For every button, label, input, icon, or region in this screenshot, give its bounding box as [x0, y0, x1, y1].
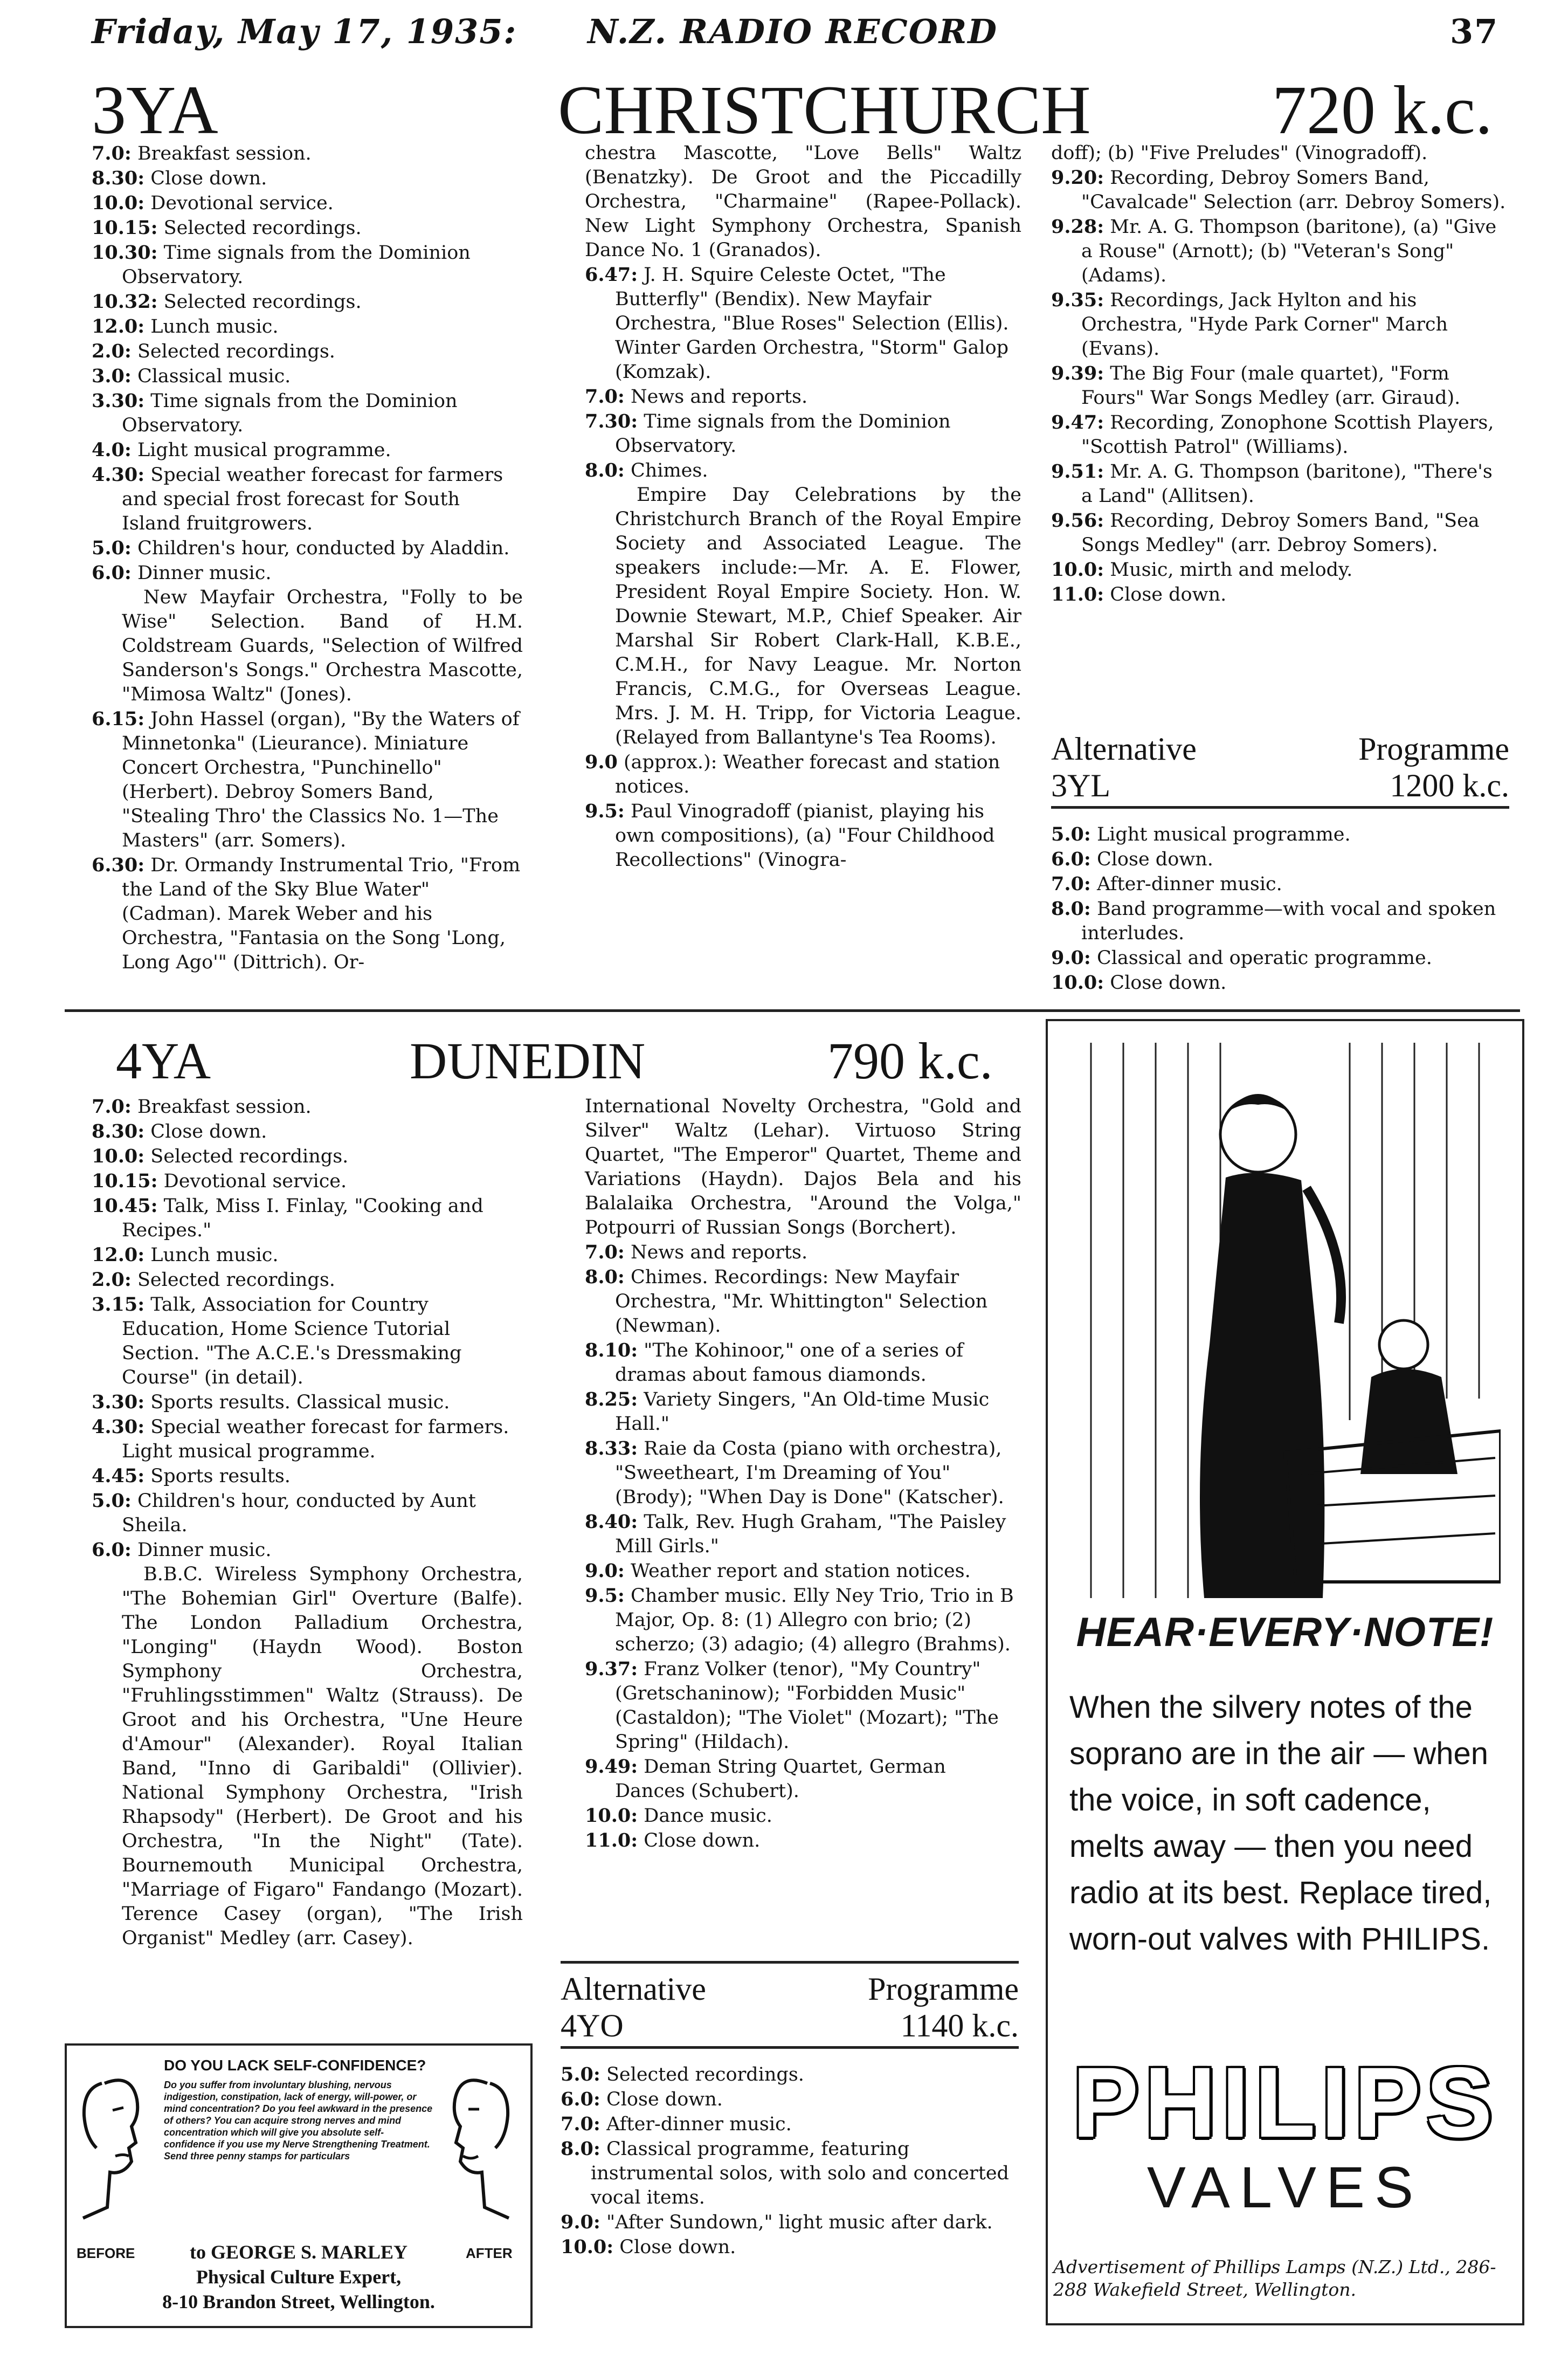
issue-date: Friday, May 17, 1935:	[92, 12, 517, 51]
entry-text: Time signals from the Dominion Observatory.	[615, 411, 951, 457]
entry-time: 9.37:	[585, 1658, 638, 1680]
programme-detail: Empire Day Celebrations by the Christchurch Branch of the Royal Empire Society and Associated League. The speakers include:—Mr. A. E. Flower, President Royal Empire Society. Hon. W. Downie Stewart, M.P., Chief Speaker. Air Marshal Sir Robert Clark-Hall, K.B.E., C.M.H., for Navy League. Mr. Norton Francis, C.M.G., for Overseas League. Mrs. J. M. H. Tripp, for Victoria League. (Relayed from Ballantyne's Tea Rooms).	[615, 484, 1021, 748]
programme-entry	[561, 2137, 1019, 2210]
entry-text: "After Sundown," light music after dark.	[600, 2212, 993, 2233]
programme-entry	[585, 1240, 1021, 1265]
entry-text: Weather report and station notices.	[624, 1560, 971, 1582]
entry-time: 4.30:	[92, 464, 145, 486]
entry-time: 12.0:	[92, 1244, 145, 1266]
entry-text: Dinner music.	[131, 1539, 272, 1561]
entry-text: (approx.): Weather forecast and station notices.	[615, 752, 1000, 797]
marley-address: 8-10 Brandon Street, Wellington.	[162, 2291, 435, 2312]
programme-detail: International Novelty Orchestra, "Gold and Silver" Waltz (Lehar). Virtuoso String Quartet, "The Emperor" Quartet, Theme and Variations (Haydn). Dajos Bela and his Balalaika Orchestra, "Around the Volga," Potpourri of Russian Songs (Borchert).	[585, 1096, 1021, 1238]
programme-entry	[92, 141, 523, 166]
entry-time: 11.0:	[585, 1829, 638, 1851]
programme-entry	[92, 438, 523, 463]
entry-text: Dance music.	[638, 1805, 772, 1827]
entry-text: "The Kohinoor," one of a series of dramas about famous diamonds.	[615, 1340, 964, 1386]
entry-time: 10.0:	[92, 1145, 145, 1167]
entry-text: Franz Volker (tenor), "My Country" (Gretschaninow); "Forbidden Music" (Castaldon); "The Violet" (Mozart); "The Spring" (Hildach).	[615, 1658, 999, 1753]
programme-entry	[1051, 970, 1509, 995]
entry-time: 9.20:	[1051, 167, 1104, 189]
alt-3yl-label-1: Alternative	[1051, 731, 1197, 767]
station-call-3ya: 3YA	[92, 72, 218, 148]
before-face-icon	[72, 2067, 153, 2229]
entry-time: 8.30:	[92, 167, 145, 189]
entry-text: Sports results.	[144, 1465, 291, 1487]
programme-entry	[1051, 557, 1509, 582]
entry-time: 9.51:	[1051, 460, 1104, 483]
programme-entry	[92, 389, 523, 438]
entry-time: 10.32:	[92, 291, 158, 313]
programme-detail: B.B.C. Wireless Symphony Orchestra, "The Bohemian Girl" Overture (Balfe). The London Palladium Orchestra, "Longing" (Haydn Wood). Boston Symphony Orchestra, "Fruhlingsstimmen" Waltz (Strauss). De Groot and his Orchestra, "Une Heure d'Amour" (Alexander). Royal Italian Band, "Inno di Garibaldi" (Ollivier). National Symphony Orchestra, "Irish Rhapsody" (Herbert). De Groot and his Orchestra, "In the Night" (Tate). Bournemouth Municipal Orchestra, "Marriage of Figaro" Fandango (Mozart). Terence Casey (organ), "The Irish Organist" Medley (arr. Casey).	[122, 1564, 523, 1949]
entry-text: Classical music.	[131, 366, 291, 387]
programme-entry	[1051, 459, 1509, 508]
entry-text: Close down.	[638, 1830, 761, 1851]
entry-text: Close down.	[1090, 849, 1213, 870]
programme-entry	[585, 1754, 1021, 1803]
programme-entry	[92, 1243, 523, 1268]
programme-entry	[92, 1292, 523, 1390]
entry-text: Band programme—with vocal and spoken interludes.	[1081, 898, 1496, 944]
programme-entry	[585, 384, 1021, 409]
alt-4yo-label-2: Programme	[868, 1971, 1019, 2007]
programme-entry	[585, 1803, 1021, 1828]
entry-time: 9.56:	[1051, 510, 1104, 532]
programme-entry	[1051, 508, 1509, 557]
after-label: AFTER	[466, 2245, 513, 2261]
entry-text: Selected recordings.	[144, 1146, 349, 1167]
marley-title: Physical Culture Expert,	[196, 2266, 402, 2288]
programme-entry	[585, 1265, 1021, 1338]
entry-text: Close down.	[1104, 972, 1227, 994]
programme-entry	[92, 191, 523, 216]
entry-text: Deman String Quartet, German Dances (Schubert).	[615, 1756, 946, 1802]
programme-entry	[92, 561, 523, 586]
frequency-720: 720 k.c.	[1272, 72, 1493, 148]
alt-3yl-station: 3YL	[1051, 768, 1110, 803]
programme-entry	[585, 1436, 1021, 1510]
city-christchurch: CHRISTCHURCH	[558, 72, 1091, 148]
programme-entry	[92, 166, 523, 191]
entry-text: Talk, Association for Country Education, Home Science Tutorial Section. "The A.C.E.'s Dressmaking Course" (in detail).	[122, 1294, 462, 1388]
entry-time: 10.15:	[92, 217, 158, 239]
entry-text: Sports results. Classical music.	[144, 1392, 450, 1413]
entry-time: 7.0:	[1051, 873, 1091, 895]
alt-4yo-list	[561, 2062, 1019, 2260]
entry-text: Selected recordings.	[131, 1269, 335, 1291]
alt-3yl-list	[1051, 822, 1509, 995]
entry-text: Mr. A. G. Thompson (baritone), "There's a Land" (Allitsen).	[1081, 461, 1493, 507]
entry-text: Dr. Ormandy Instrumental Trio, "From the Land of the Sky Blue Water" (Cadman). Marek Weber and his Orchestra, "Fantasia on the Song 'Long, Long Ago'" (Dittrich). Or-	[122, 855, 521, 973]
programme-entry	[585, 1584, 1021, 1657]
programme-entry	[561, 2210, 1019, 2235]
entry-time: 6.47:	[585, 264, 638, 286]
programme-entry	[92, 1119, 523, 1144]
entry-time: 2.0:	[92, 1269, 132, 1291]
programme-entry	[561, 2087, 1019, 2112]
programme-entry	[1051, 410, 1509, 459]
entry-text: Recording, Debroy Somers Band, "Cavalcade" Selection (arr. Debroy Somers).	[1081, 167, 1506, 213]
entry-time: 10.30:	[92, 242, 158, 264]
entry-time: 7.0:	[585, 1241, 625, 1263]
entry-text: Variety Singers, "An Old-time Music Hall."	[615, 1389, 990, 1435]
alternative-3yl-box	[1051, 731, 1509, 995]
programme-entry	[92, 1464, 523, 1489]
programme-entry	[92, 536, 523, 561]
entry-text: Classical programme, featuring instrumental solos, with solo and concerted vocal items.	[591, 2138, 1009, 2208]
station-call-4ya: 4YA	[116, 1032, 211, 1090]
programme-entry	[92, 216, 523, 240]
programme-entry	[561, 2235, 1019, 2260]
entry-time: 9.47:	[1051, 411, 1104, 433]
alt-4yo-station: 4YO	[561, 2008, 624, 2043]
programme-entry	[92, 1194, 523, 1243]
entry-time: 9.35:	[1051, 289, 1104, 311]
marley-body: Do you suffer from involuntary blushing, nervous indigestion, constipation, lack of energy, will-power, or mind concentration? Do you feel awkward in the presence of others? You can acquire strong nerves and mind concentration which will give you absolute self-confidence if you use my Nerve Strengthening Treatment. Send three penny stamps for particulars	[164, 2080, 433, 2161]
christchurch-column-2	[585, 141, 1021, 872]
programme-entry	[1051, 897, 1509, 946]
page-number: 37	[1450, 12, 1499, 51]
entry-time: 7.0:	[585, 385, 625, 408]
entry-time: 10.45:	[92, 1195, 158, 1217]
entry-time: 7.30:	[585, 410, 638, 432]
programme-entry	[1051, 946, 1509, 970]
entry-text: Recordings, Jack Hylton and his Orchestra, "Hyde Park Corner" March (Evans).	[1081, 290, 1448, 360]
entry-time: 4.0:	[92, 439, 132, 461]
entry-text: Recording, Debroy Somers Band, "Sea Songs Medley" (arr. Debroy Somers).	[1081, 510, 1480, 556]
entry-text: Chamber music. Elly Ney Trio, Trio in B Major, Op. 8: (1) Allegro con brio; (2) scherzo; (3) adagio; (4) allegro (Brahms).	[615, 1585, 1014, 1655]
entry-time: 9.0:	[1051, 947, 1091, 969]
entry-time: 8.30:	[92, 1120, 145, 1142]
entry-text: Breakfast session.	[131, 143, 312, 164]
entry-text: Music, mirth and melody.	[1104, 559, 1353, 581]
entry-text: After-dinner music.	[600, 2114, 792, 2135]
entry-text: Close down.	[600, 2089, 723, 2110]
programme-entry	[1051, 288, 1509, 361]
alt-3yl-label-2: Programme	[1358, 731, 1509, 767]
entry-time: 6.0:	[1051, 848, 1091, 870]
entry-text: John Hassel (organ), "By the Waters of Minnetonka" (Lieurance). Miniature Concert Orchestra, "Punchinello" (Herbert). Debroy Somers Band, "Stealing Thro' the Classics No. 1—The Masters" (arr. Somers).	[122, 708, 520, 851]
programme-entry	[92, 1094, 523, 1119]
programme-detail: doff); (b) "Five Preludes" (Vinogradoff).	[1051, 142, 1428, 164]
philips-headline: HEAR·EVERY·NOTE!	[1076, 1609, 1494, 1655]
programme-entry	[585, 458, 1021, 483]
programme-entry	[1051, 215, 1509, 288]
philips-logo: PHILIPS	[1072, 2047, 1498, 2158]
entry-text: Paul Vinogradoff (pianist, playing his own compositions), (a) "Four Childhood Recollections" (Vinogra-	[615, 801, 995, 871]
entry-text: Selected recordings.	[157, 217, 362, 239]
entry-time: 11.0:	[1051, 583, 1104, 605]
programme-entry	[585, 1657, 1021, 1754]
marley-headline: DO YOU LACK SELF-CONFIDENCE?	[164, 2057, 426, 2074]
entry-text: J. H. Squire Celeste Octet, "The Butterfly" (Bendix). New Mayfair Orchestra, "Blue Roses" Selection (Ellis). Winter Garden Orchestra, "Storm" Galop (Komzak).	[615, 264, 1009, 383]
entry-time: 3.0:	[92, 365, 132, 387]
entry-text: Selected recordings.	[131, 341, 335, 362]
programme-entry	[92, 290, 523, 314]
entry-time: 10.0:	[1051, 559, 1104, 581]
programme-entry	[585, 1828, 1021, 1853]
programme-entry	[92, 1169, 523, 1194]
entry-text: Devotional service.	[157, 1171, 347, 1192]
programme-entry	[92, 463, 523, 536]
alt-4yo-frequency: 1140 k.c.	[900, 2008, 1019, 2043]
entry-time: 9.39:	[1051, 362, 1104, 384]
entry-text: Light musical programme.	[131, 439, 391, 461]
entry-text: Time signals from the Dominion Observatory.	[122, 242, 471, 288]
entry-time: 10.0:	[561, 2236, 614, 2258]
before-label: BEFORE	[77, 2245, 135, 2261]
alt-3yl-frequency: 1200 k.c.	[1390, 768, 1509, 803]
entry-text: Time signals from the Dominion Observatory.	[122, 390, 458, 436]
entry-text: Lunch music.	[144, 1244, 279, 1266]
programme-entry	[92, 364, 523, 389]
entry-time: 6.15:	[92, 708, 145, 730]
entry-text: Lunch music.	[144, 316, 279, 338]
programme-entry	[92, 1268, 523, 1292]
programme-entry	[585, 1387, 1021, 1436]
entry-time: 6.0:	[561, 2088, 600, 2110]
entry-text: Close down.	[144, 1121, 267, 1142]
entry-text: Raie da Costa (piano with orchestra), "Sweetheart, I'm Dreaming of You" (Brody); "When Day is Done" (Katscher).	[615, 1438, 1004, 1508]
soprano-illustration	[1069, 1043, 1501, 1598]
entry-text: After-dinner music.	[1090, 873, 1282, 895]
entry-time: 8.40:	[585, 1511, 638, 1533]
entry-time: 8.0:	[585, 459, 625, 481]
programme-entry	[585, 750, 1021, 799]
programme-entry	[92, 853, 523, 975]
entry-time: 8.10:	[585, 1339, 638, 1361]
entry-time: 5.0:	[1051, 823, 1091, 845]
alternative-4yo-box	[561, 1971, 1019, 2260]
philips-body: When the silvery notes of the soprano are in the air — when the voice, in soft cadence, melts away — then you need radio at its best. Replace tired, worn-out valves with PHILIPS.	[1069, 1690, 1492, 1957]
after-face-icon	[439, 2067, 520, 2229]
entry-time: 8.0:	[585, 1266, 625, 1288]
entry-time: 9.5:	[585, 800, 625, 822]
programme-entry	[585, 409, 1021, 458]
entry-time: 12.0:	[92, 315, 145, 338]
entry-text: Close down.	[613, 2236, 736, 2258]
programme-entry	[561, 2062, 1019, 2087]
dunedin-column-2	[585, 1094, 1021, 1853]
entry-time: 6.0:	[92, 1539, 132, 1561]
entry-text: Children's hour, conducted by Aunt Sheila.	[122, 1490, 476, 1536]
entry-text: Light musical programme.	[1090, 824, 1351, 845]
entry-time: 10.0:	[92, 192, 145, 214]
valves-label: VALVES	[1146, 2154, 1424, 2220]
entry-text: Dinner music.	[131, 562, 272, 584]
entry-time: 7.0:	[561, 2113, 600, 2135]
programme-entry	[92, 1415, 523, 1464]
philips-footer: Advertisement of Phillips Lamps (N.Z.) Ltd., 286-288 Wakefield Street, Wellington.	[1053, 2256, 1496, 2300]
entry-text: Special weather forecast for farmers and special frost forecast for South Island fruitgrowers.	[122, 464, 503, 534]
programme-entry	[1051, 872, 1509, 897]
programme-entry	[92, 1538, 523, 1562]
entry-time: 9.28:	[1051, 216, 1104, 238]
programme-entry	[561, 2112, 1019, 2137]
entry-text: Close down.	[1104, 584, 1227, 605]
entry-time: 9.0	[585, 751, 618, 773]
entry-time: 9.49:	[585, 1756, 638, 1778]
entry-time: 10.0:	[1051, 972, 1104, 994]
entry-text: Special weather forecast for farmers. Light musical programme.	[122, 1416, 509, 1462]
entry-time: 6.0:	[92, 562, 132, 584]
programme-entry	[92, 707, 523, 853]
programme-entry	[92, 339, 523, 364]
entry-time: 9.0:	[585, 1560, 625, 1582]
programme-detail: chestra Mascotte, "Love Bells" Waltz (Benatzky). De Groot and the Piccadilly Orchestra, "Charmaine" (Rapee-Pollack). New Light Symphony Orchestra, Spanish Dance No. 1 (Granados).	[585, 142, 1021, 261]
entry-text: Breakfast session.	[131, 1096, 312, 1118]
programme-entry	[1051, 361, 1509, 410]
entry-time: 5.0:	[92, 537, 132, 559]
entry-text: Chimes. Recordings: New Mayfair Orchestra, "Mr. Whittington" Selection (Newman).	[615, 1266, 988, 1337]
paper-title: N.Z. RADIO RECORD	[588, 12, 998, 51]
dunedin-column-1	[92, 1094, 523, 1951]
entry-text: Chimes.	[624, 460, 708, 481]
entry-time: 8.33:	[585, 1437, 638, 1460]
entry-time: 7.0:	[92, 1096, 132, 1118]
entry-text: Talk, Miss I. Finlay, "Cooking and Recipes."	[122, 1195, 483, 1241]
alt-4yo-label-1: Alternative	[561, 1971, 706, 2007]
entry-time: 5.0:	[561, 2063, 600, 2085]
entry-text: The Big Four (male quartet), "Form Fours" War Songs Medley (arr. Giraud).	[1081, 363, 1461, 409]
entry-time: 10.15:	[92, 1170, 158, 1192]
programme-detail: New Mayfair Orchestra, "Folly to be Wise" Selection. Band of H.M. Coldstream Guards, "Selection of Wilfred Sanderson's Songs." Orchestra Mascotte, "Mimosa Waltz" (Jones).	[122, 587, 523, 705]
entry-text: Classical and operatic programme.	[1090, 947, 1432, 969]
entry-time: 3.30:	[92, 390, 145, 412]
entry-text: Selected recordings.	[600, 2064, 804, 2085]
entry-time: 6.30:	[92, 854, 145, 876]
entry-time: 2.0:	[92, 340, 132, 362]
programme-entry	[92, 314, 523, 339]
entry-text: News and reports.	[624, 386, 808, 408]
entry-text: Talk, Rev. Hugh Graham, "The Paisley Mill Girls."	[615, 1511, 1006, 1557]
marley-name: to GEORGE S. MARLEY	[189, 2241, 408, 2263]
entry-text: Selected recordings.	[157, 291, 362, 313]
entry-time: 9.0:	[561, 2211, 600, 2233]
programme-entry	[1051, 166, 1509, 215]
entry-text: Mr. A. G. Thompson (baritone), (a) "Give a Rouse" (Arnott); (b) "Veteran's Song" (Adams).	[1081, 216, 1497, 286]
programme-entry	[92, 1489, 523, 1538]
entry-time: 10.0:	[585, 1805, 638, 1827]
entry-time: 3.30:	[92, 1391, 145, 1413]
programme-entry	[92, 240, 523, 290]
entry-text: Devotional service.	[144, 192, 334, 214]
entry-time: 7.0:	[92, 142, 132, 164]
entry-time: 9.5:	[585, 1585, 625, 1607]
frequency-790: 790 k.c.	[827, 1032, 993, 1090]
entry-time: 5.0:	[92, 1490, 132, 1512]
programme-entry	[1051, 582, 1509, 607]
city-dunedin: DUNEDIN	[410, 1032, 646, 1090]
christchurch-column-1	[92, 141, 523, 975]
programme-entry	[585, 1559, 1021, 1584]
entry-time: 4.30:	[92, 1416, 145, 1438]
entry-text: Close down.	[144, 168, 267, 189]
marley-advertisement	[65, 2043, 533, 2328]
programme-entry	[92, 1390, 523, 1415]
programme-entry	[1051, 822, 1509, 847]
section-divider	[65, 1009, 1520, 1012]
entry-time: 8.0:	[1051, 898, 1091, 920]
entry-time: 3.15:	[92, 1293, 145, 1316]
entry-text: Children's hour, conducted by Aladdin.	[131, 538, 510, 559]
entry-time: 4.45:	[92, 1465, 145, 1487]
entry-text: News and reports.	[624, 1242, 808, 1263]
philips-advertisement	[1046, 1019, 1524, 2325]
programme-entry	[585, 799, 1021, 872]
programme-entry	[585, 263, 1021, 384]
programme-entry	[585, 1510, 1021, 1559]
entry-text: Recording, Zonophone Scottish Players, "Scottish Patrol" (Williams).	[1081, 412, 1494, 458]
programme-entry	[1051, 847, 1509, 872]
programme-entry	[92, 1144, 523, 1169]
programme-entry	[585, 1338, 1021, 1387]
entry-time: 8.0:	[561, 2138, 600, 2160]
entry-time: 8.25:	[585, 1388, 638, 1410]
christchurch-column-3	[1051, 141, 1509, 607]
